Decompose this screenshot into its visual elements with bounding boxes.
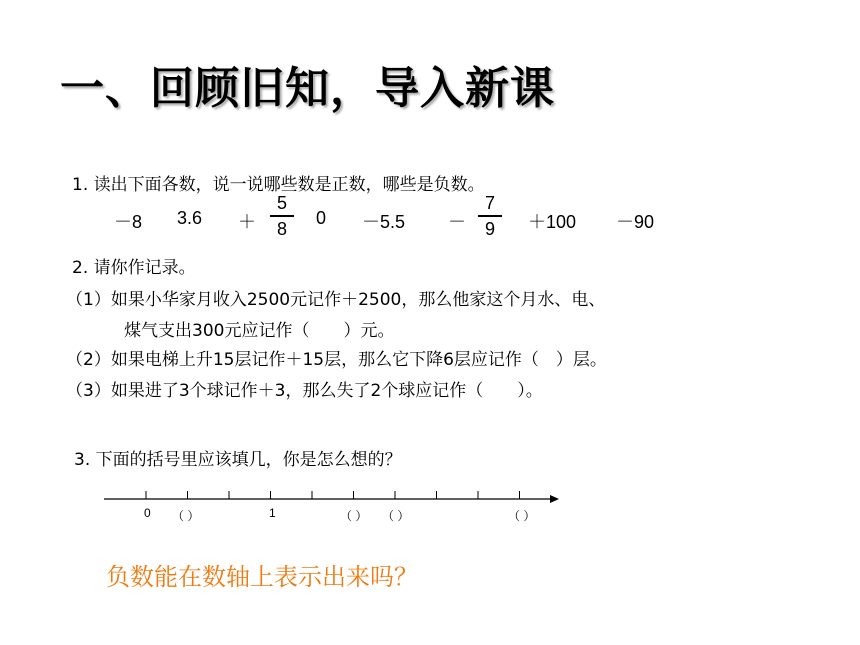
minus-sign: －	[448, 212, 466, 232]
question-2-text: 2. 请你作记录。	[72, 258, 196, 278]
question-2-item-1-continued: 煤气支出300元应记作（ ）元。	[124, 321, 395, 341]
question-2-item-2: （2）如果电梯上升15层记作＋15层，那么它下降6层应记作（ ）层。	[66, 350, 607, 370]
question-1-text: 1. 读出下面各数，说一说哪些数是正数，哪些是负数。	[72, 175, 485, 195]
fraction-denominator: 8	[276, 219, 287, 239]
blank-label-2: （ ）	[340, 509, 368, 523]
number-plus-100: ＋100	[528, 212, 577, 232]
blank-label-4: （ ）	[508, 509, 536, 523]
number-minus-5-5: －5.5	[362, 212, 406, 232]
fraction-denominator: 9	[484, 219, 495, 239]
question-2-item-3: （3）如果进了3个球记作＋3，那么失了2个球应记作（ ）。	[66, 381, 543, 401]
orange-question: 负数能在数轴上表示出来吗？	[106, 563, 418, 591]
blank-label-1: （ ）	[172, 509, 200, 523]
number-3-6: 3.6	[177, 208, 203, 228]
fraction-numerator: 7	[484, 193, 495, 213]
number-minus-90: －90	[616, 212, 655, 232]
fraction-bar	[270, 215, 294, 217]
number-zero: 0	[316, 208, 327, 228]
page-title: 一、回顾旧知，导入新课	[60, 63, 555, 114]
fraction-seven-ninths	[478, 193, 502, 239]
fraction-five-eighths	[270, 193, 294, 239]
label-one: 1	[269, 506, 276, 520]
number-line-arrow	[550, 495, 559, 503]
number-minus-8: －8	[114, 212, 143, 232]
question-2-item-1: （1）如果小华家月收入2500元记作＋2500，那么他家这个月水、电、	[66, 290, 606, 310]
plus-sign: ＋	[238, 212, 256, 232]
question-3-text: 3. 下面的括号里应该填几，你是怎么想的？	[74, 450, 402, 470]
fraction-numerator: 5	[276, 193, 287, 213]
number-line-ticks	[146, 491, 520, 499]
blank-label-3: （ ）	[382, 509, 410, 523]
label-zero: 0	[144, 506, 151, 520]
fraction-bar	[478, 215, 502, 217]
